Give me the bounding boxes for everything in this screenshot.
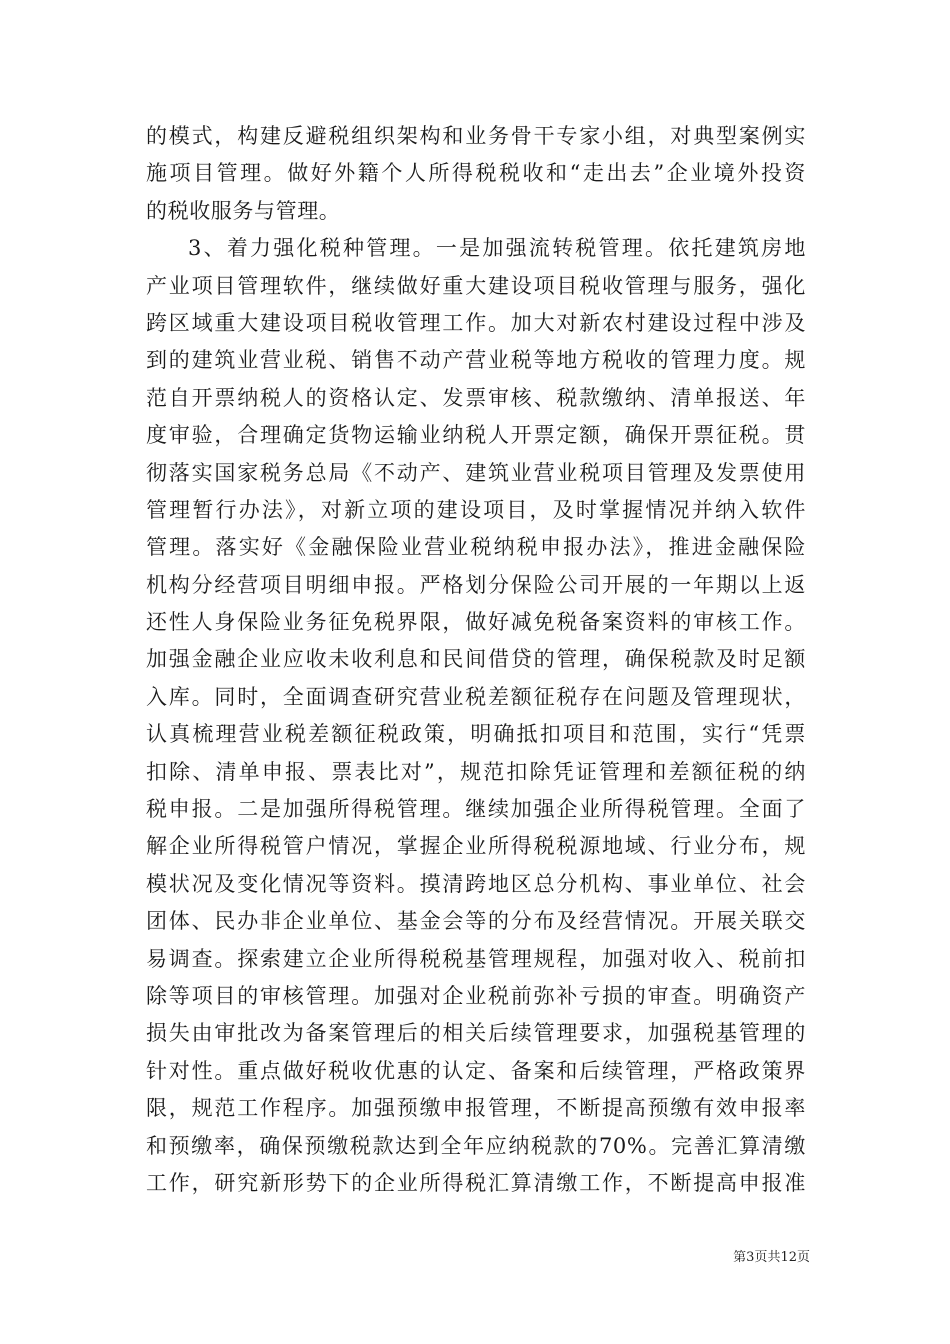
text-line: 针对性。重点做好税收优惠的认定、备案和后续管理，严格政策界 — [146, 1058, 806, 1083]
page-number-footer: 第3页共12页 — [733, 1250, 810, 1265]
text-line: 模状况及变化情况等资料。摸清跨地区总分机构、事业单位、社会 — [146, 871, 806, 896]
text-line: 易调查。探索建立企业所得税税基管理规程，加强对收入、税前扣 — [146, 946, 806, 971]
text-line: 团体、民办非企业单位、基金会等的分布及经营情况。开展关联交 — [146, 909, 806, 934]
text-line: 损失由审批改为备案管理后的相关后续管理要求，加强税基管理的 — [146, 1021, 806, 1046]
text-line: 度审验，合理确定货物运输业纳税人开票定额，确保开票征税。贯 — [146, 423, 806, 448]
text-line: 管理暂行办法》，对新立项的建设项目，及时掌握情况并纳入软件 — [146, 497, 806, 522]
text-line: 的税收服务与管理。 — [146, 198, 341, 223]
body-text — [146, 118, 806, 1202]
text-line: 管理。落实好《金融保险业营业税纳税申报办法》，推进金融保险 — [146, 535, 806, 560]
text-line-indented: 3、着力强化税种管理。一是加强流转税管理。依托建筑房地 — [188, 236, 806, 261]
text-line: 还性人身保险业务征免税界限，做好减免税备案资料的审核工作。 — [146, 610, 806, 635]
text-line: 机构分经营项目明细申报。严格划分保险公司开展的一年期以上返 — [146, 572, 806, 597]
text-line: 税申报。二是加强所得税管理。继续加强企业所得税管理。全面了 — [146, 797, 806, 822]
text-line: 解企业所得税管户情况，掌握企业所得税税源地域、行业分布，规 — [146, 834, 806, 859]
text-line: 到的建筑业营业税、销售不动产营业税等地方税收的管理力度。规 — [146, 348, 806, 373]
text-line: 加强金融企业应收未收利息和民间借贷的管理，确保税款及时足额 — [146, 647, 806, 672]
text-line: 和预缴率，确保预缴税款达到全年应纳税款的70%。完善汇算清缴 — [146, 1133, 806, 1158]
text-line: 范自开票纳税人的资格认定、发票审核、税款缴纳、清单报送、年 — [146, 385, 806, 410]
text-line: 认真梳理营业税差额征税政策，明确抵扣项目和范围，实行“凭票 — [146, 722, 806, 747]
text-line: 跨区域重大建设项目税收管理工作。加大对新农村建设过程中涉及 — [146, 310, 806, 335]
text-line: 扣除、清单申报、票表比对”，规范扣除凭证管理和差额征税的纳 — [146, 759, 806, 784]
text-line: 工作，研究新形势下的企业所得税汇算清缴工作，不断提高申报准 — [146, 1170, 806, 1195]
text-line: 入库。同时，全面调查研究营业税差额征税存在问题及管理现状， — [146, 684, 806, 709]
text-line: 的模式，构建反避税组织架构和业务骨干专家小组，对典型案例实 — [146, 124, 806, 148]
text-line: 限，规范工作程序。加强预缴申报管理，不断提高预缴有效申报率 — [146, 1096, 806, 1121]
text-line: 产业项目管理软件，继续做好重大建设项目税收管理与服务，强化 — [146, 273, 806, 298]
text-line: 施项目管理。做好外籍个人所得税税收和“走出去”企业境外投资 — [146, 161, 806, 186]
text-line: 彻落实国家税务总局《不动产、建筑业营业税项目管理及发票使用 — [146, 460, 806, 485]
text-line: 除等项目的审核管理。加强对企业税前弥补亏损的审查。明确资产 — [146, 983, 806, 1008]
